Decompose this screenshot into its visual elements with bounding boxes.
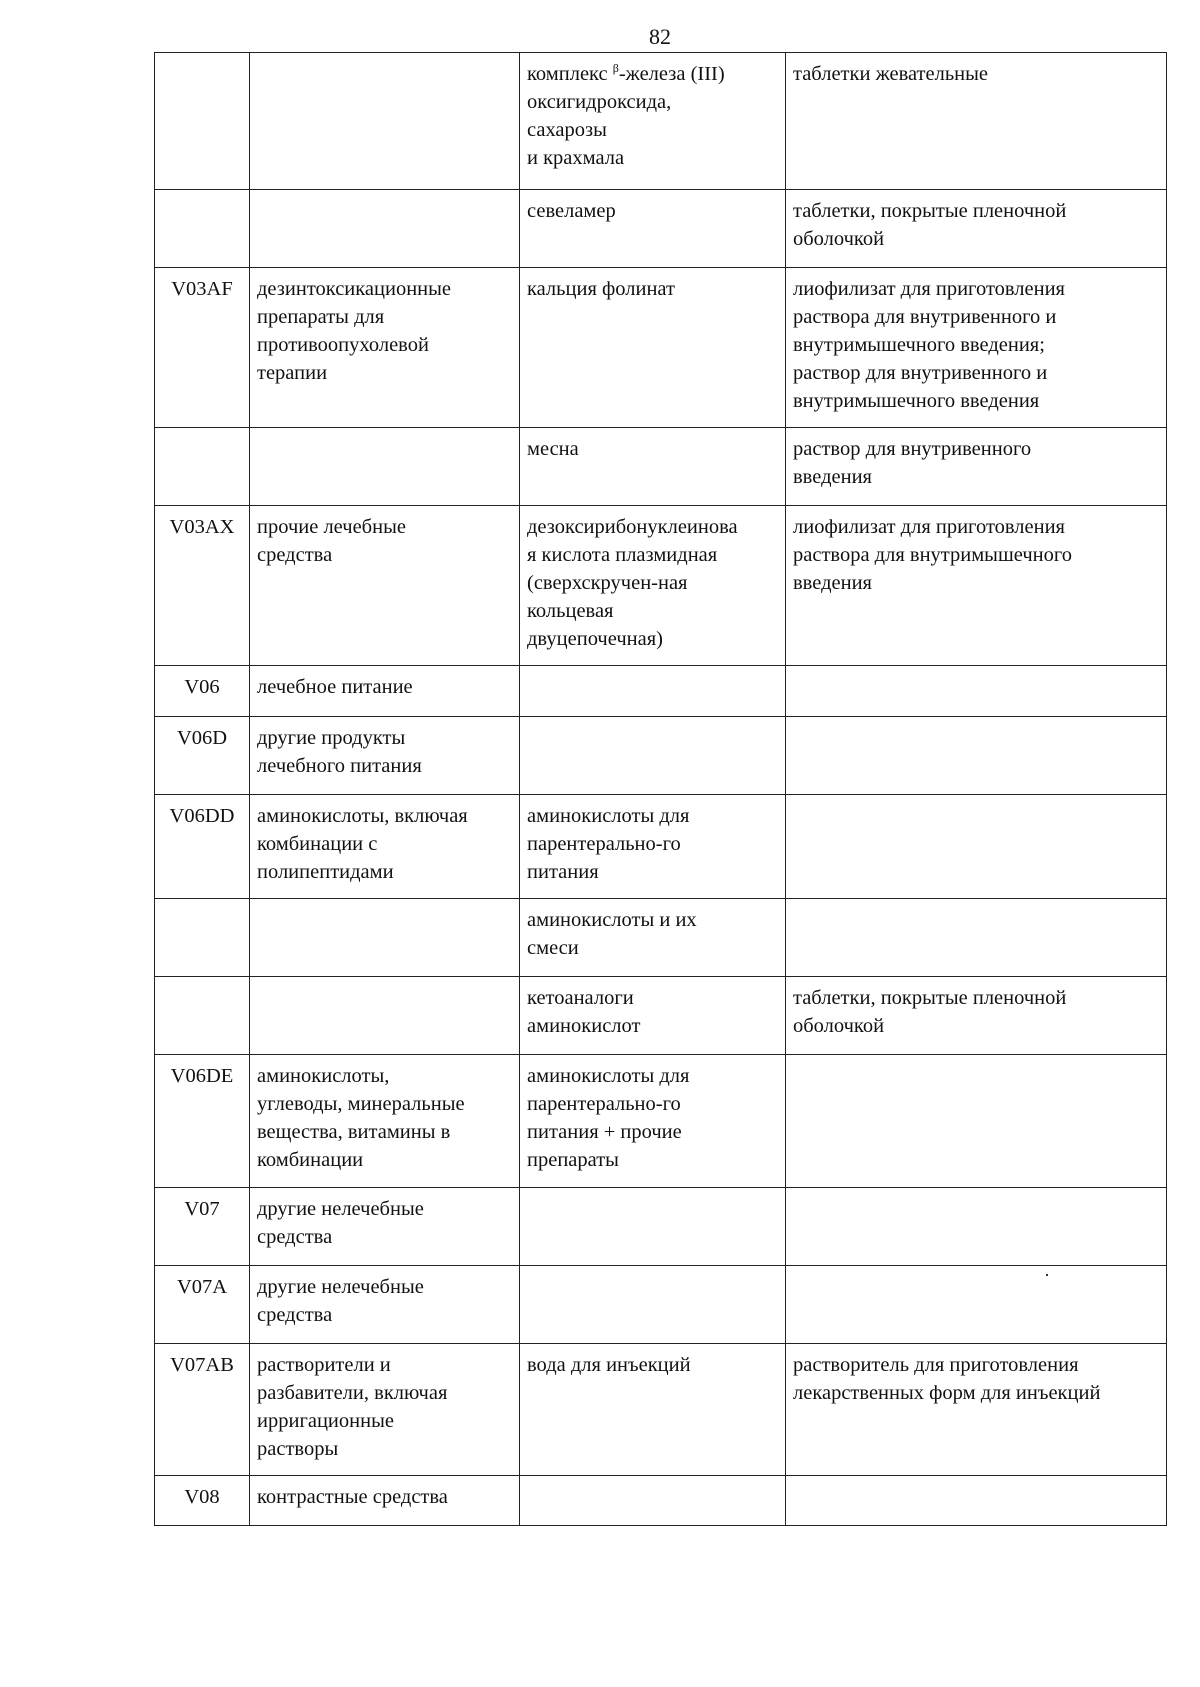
group-cell: растворители и разбавители, включая ирригационные растворы [250, 1344, 520, 1476]
atc-code-cell [155, 899, 250, 977]
inn-cell [520, 717, 786, 795]
dosage-form-cell: лиофилизат для приготовления раствора для внутримышечного введения [786, 506, 1167, 666]
dosage-form-cell: раствор для внутривенного введения [786, 428, 1167, 506]
group-cell: лечебное питание [250, 666, 520, 717]
inn-cell: севеламер [520, 190, 786, 268]
dosage-form-cell: таблетки, покрытые пленочной оболочкой [786, 190, 1167, 268]
dosage-form-cell [786, 1188, 1167, 1266]
inn-cell: месна [520, 428, 786, 506]
group-cell [250, 977, 520, 1055]
group-cell: прочие лечебные средства [250, 506, 520, 666]
dosage-form-cell [786, 1266, 1167, 1344]
inn-cell: кетоаналоги аминокислот [520, 977, 786, 1055]
table-row [155, 506, 1167, 666]
table-row [155, 268, 1167, 428]
table-row [155, 795, 1167, 899]
beta-superscript: β [612, 61, 619, 76]
atc-code-cell: V08 [155, 1476, 250, 1526]
atc-code-cell: V06DD [155, 795, 250, 899]
atc-code-cell [155, 977, 250, 1055]
inn-cell: аминокислоты для парентерально-го питания [520, 795, 786, 899]
inn-cell: аминокислоты для парентерально-го питания + прочие препараты [520, 1055, 786, 1188]
group-cell [250, 899, 520, 977]
table-row [155, 1188, 1167, 1266]
group-cell: дезинтоксикационные препараты для противоопухолевой терапии [250, 268, 520, 428]
table-row [155, 428, 1167, 506]
atc-code-cell [155, 428, 250, 506]
table-row [155, 1476, 1167, 1526]
atc-code-cell: V07 [155, 1188, 250, 1266]
atc-code-cell: V06DE [155, 1055, 250, 1188]
table-row [155, 1055, 1167, 1188]
table-row [155, 1344, 1167, 1476]
group-cell [250, 53, 520, 190]
dosage-form-cell: лиофилизат для приготовления раствора для внутривенного и внутримышечного введения; раствор для внутривенного и внутримышечного введения [786, 268, 1167, 428]
dosage-form-cell: таблетки, покрытые пленочной оболочкой [786, 977, 1167, 1055]
inn-cell: кальция фолинат [520, 268, 786, 428]
dosage-form-cell: таблетки жевательные [786, 53, 1167, 190]
group-cell: другие нелечебные средства [250, 1266, 520, 1344]
inn-cell: вода для инъекций [520, 1344, 786, 1476]
atc-code-cell: V06D [155, 717, 250, 795]
drug-table [154, 52, 1167, 1526]
group-cell: контрастные средства [250, 1476, 520, 1526]
atc-code-cell: V03AF [155, 268, 250, 428]
atc-code-cell [155, 53, 250, 190]
inn-cell: аминокислоты и их смеси [520, 899, 786, 977]
dosage-form-cell: растворитель для приготовления лекарственных форм для инъекций [786, 1344, 1167, 1476]
atc-code-cell: V07AB [155, 1344, 250, 1476]
dosage-form-cell [786, 899, 1167, 977]
inn-cell: дезоксирибонуклеинова я кислота плазмидная (сверхскручен-ная кольцевая двуцепочечная) [520, 506, 786, 666]
dosage-form-cell [786, 666, 1167, 717]
scan-speck [1046, 1274, 1048, 1276]
inn-cell: комплекс $^\beta$-железа (III) оксигидроксида, сахарозы и крахмала [520, 53, 786, 190]
group-cell: другие нелечебные средства [250, 1188, 520, 1266]
atc-code-cell: V06 [155, 666, 250, 717]
table-row [155, 1266, 1167, 1344]
atc-code-cell: V07A [155, 1266, 250, 1344]
dosage-form-cell [786, 717, 1167, 795]
table-row [155, 899, 1167, 977]
table-row [155, 666, 1167, 717]
group-cell: аминокислоты, включая комбинации с полипептидами [250, 795, 520, 899]
dosage-form-cell [786, 1055, 1167, 1188]
table-row [155, 190, 1167, 268]
inn-cell [520, 1266, 786, 1344]
atc-code-cell: V03AX [155, 506, 250, 666]
inn-cell [520, 1476, 786, 1526]
group-cell: другие продукты лечебного питания [250, 717, 520, 795]
atc-code-cell [155, 190, 250, 268]
dosage-form-cell [786, 795, 1167, 899]
table-row [155, 977, 1167, 1055]
inn-cell [520, 1188, 786, 1266]
group-cell [250, 190, 520, 268]
table-row [155, 717, 1167, 795]
page-number: 82 [649, 24, 671, 49]
table-row [155, 53, 1167, 190]
inn-cell [520, 666, 786, 717]
group-cell [250, 428, 520, 506]
group-cell: аминокислоты, углеводы, минеральные вещества, витамины в комбинации [250, 1055, 520, 1188]
dosage-form-cell [786, 1476, 1167, 1526]
